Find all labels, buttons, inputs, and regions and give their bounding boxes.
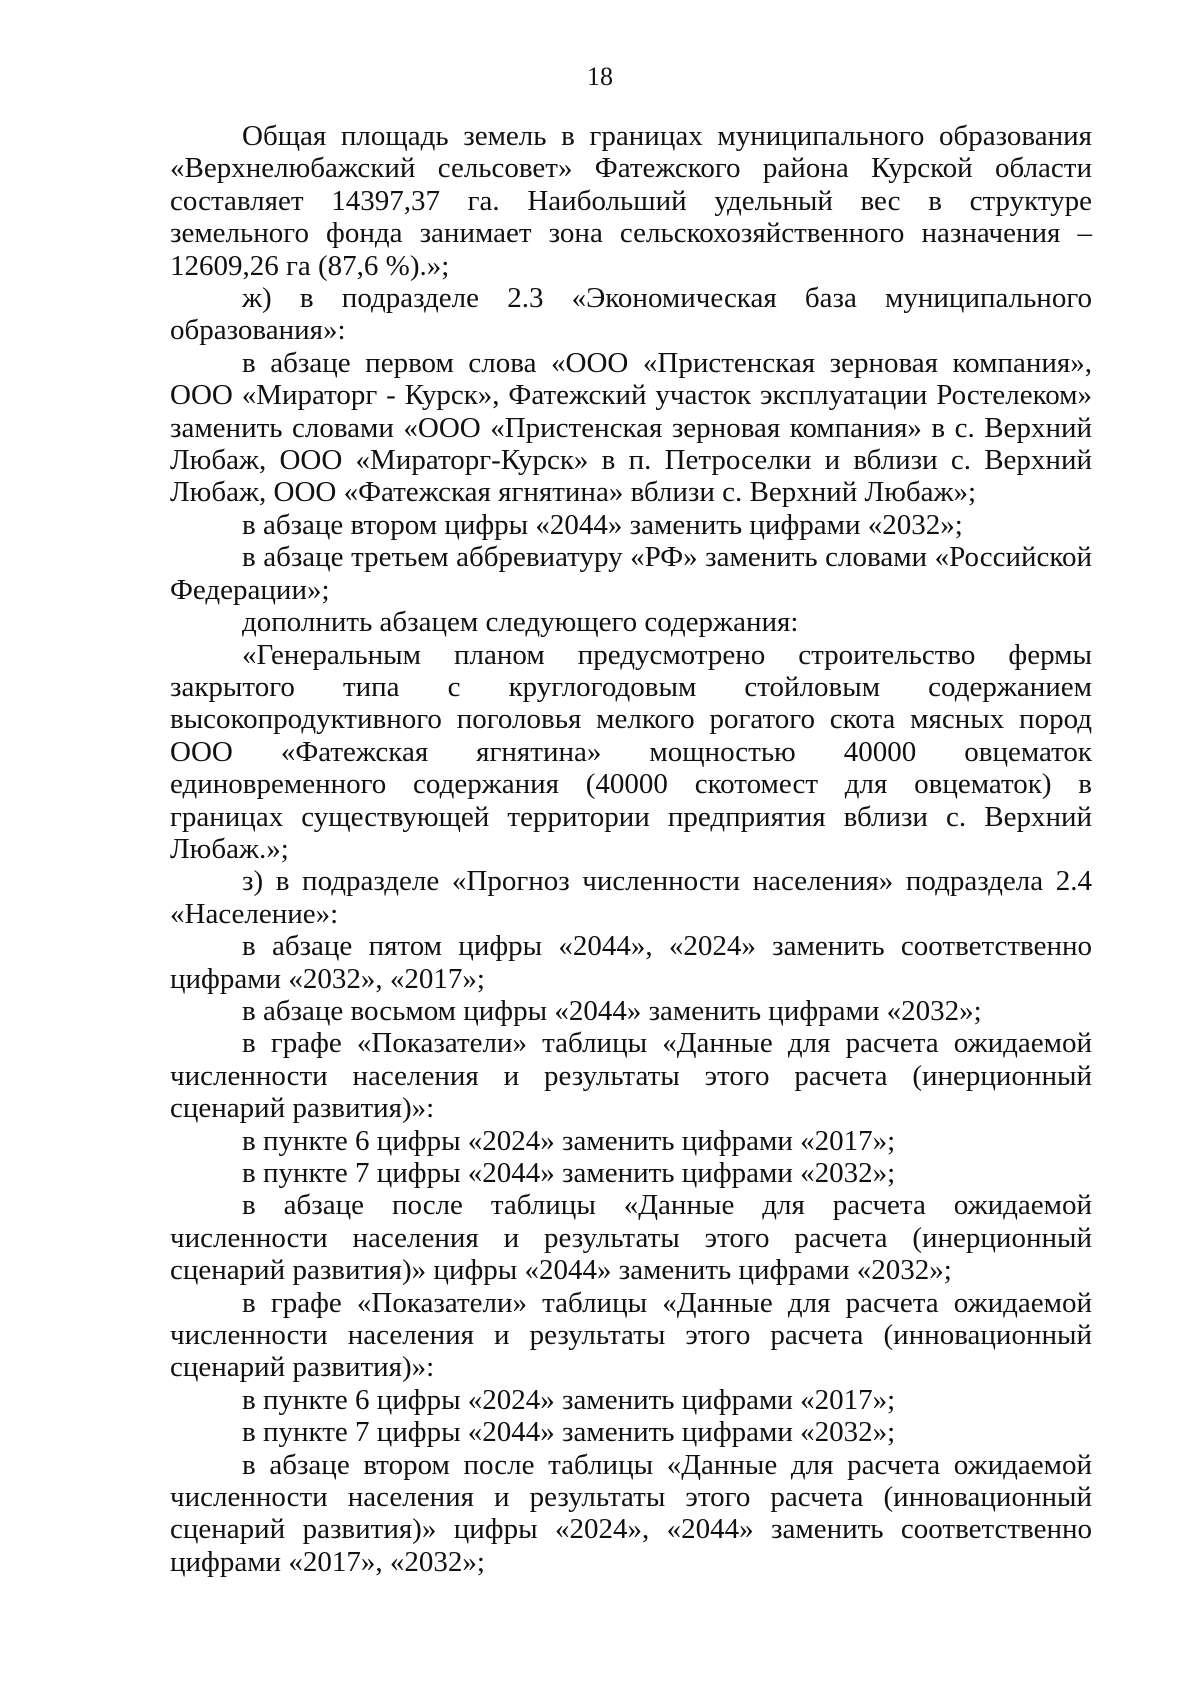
page-number: 18 bbox=[587, 62, 613, 91]
paragraph-table-inertial: в графе «Показатели» таблицы «Данные для расчета ожидаемой численности населения и результаты этого расчета (инерционный сценарий развития)»: bbox=[170, 1027, 1092, 1125]
paragraph-item-zh: ж) в подразделе 2.3 «Экономическая база муниципального образования»: bbox=[170, 282, 1092, 347]
paragraph-point-7-a: в пункте 7 цифры «2044» заменить цифрами «2032»; bbox=[242, 1157, 896, 1189]
paragraph-eighth-abzac: в абзаце восьмом цифры «2044» заменить цифрами «2032»; bbox=[242, 994, 982, 1027]
paragraph-farm-quote: «Генеральным планом предусмотрено строительство фермы закрытого типа с круглогодовым стойловым содержанием высокопродуктивного поголовья мелкого рогатого скота мясных пород ООО «Фатежская ягнятина» мощностью 40000 овцематок единовременного содержания (40000 скотомест для овцематок) в границах существующей территории предприятия вблизи с. Верхний Любаж.»; bbox=[170, 638, 1092, 865]
paragraph-after-table-inertial: в абзаце после таблицы «Данные для расчета ожидаемой численности населения и результаты этого расчета (инерционный сценарий развития)» цифры «2044» заменить цифрами «2032»; bbox=[170, 1189, 1092, 1287]
paragraph-third-abzac: в абзаце третьем аббревиатуру «РФ» заменить словами «Российской Федерации»; bbox=[170, 541, 1092, 606]
body-text bbox=[170, 120, 1092, 1578]
paragraph-second-abzac: в абзаце втором цифры «2044» заменить цифрами «2032»; bbox=[242, 508, 963, 541]
paragraph-item-z: з) в подразделе «Прогноз численности населения» подраздела 2.4 «Население»: bbox=[170, 865, 1092, 930]
paragraph-table-innovative: в графе «Показатели» таблицы «Данные для расчета ожидаемой численности населения и результаты этого расчета (инновационный сценарий развития)»: bbox=[170, 1286, 1092, 1384]
paragraph-land-area: Общая площадь земель в границах муниципального образования «Верхнелюбажский сельсовет» Фатежского района Курской области составляет 14397,37 га. Наибольший удельный вес в структуре земельного фонда занимает зона сельскохозяйственного назначения – 12609,26 га (87,6 %).»; bbox=[170, 120, 1092, 282]
paragraph-first-abzac-words: в абзаце первом слова «ООО «Пристенская зерновая компания», ООО «Мираторг - Курск», Фатежский участок эксплуатации Ростелеком» заменить словами «ООО «Пристенская зерновая компания» в с. Верхний Любаж, ООО «Мираторг-Курск» в п. Петроселки и вблизи с. Верхний Любаж, ООО «Фатежская ягнятина» вблизи с. Верхний Любаж»; bbox=[170, 346, 1092, 509]
paragraph-point-7-b: в пункте 7 цифры «2044» заменить цифрами «2032»; bbox=[242, 1416, 896, 1449]
paragraph-after-table-innovative: в абзаце втором после таблицы «Данные для расчета ожидаемой численности населения и результаты этого расчета (инновационный сценарий развития)» цифры «2024», «2044» заменить соответственно цифрами «2017», «2032»; bbox=[170, 1448, 1092, 1578]
paragraph-point-6-a: в пункте 6 цифры «2024» заменить цифрами «2017»; bbox=[242, 1124, 896, 1157]
paragraph-add-abzac: дополнить абзацем следующего содержания: bbox=[242, 606, 799, 639]
paragraph-fifth-abzac: в абзаце пятом цифры «2044», «2024» заменить соответственно цифрами «2032», «2017»; bbox=[170, 930, 1092, 995]
paragraph-point-6-b: в пункте 6 цифры «2024» заменить цифрами «2017»; bbox=[242, 1383, 896, 1416]
